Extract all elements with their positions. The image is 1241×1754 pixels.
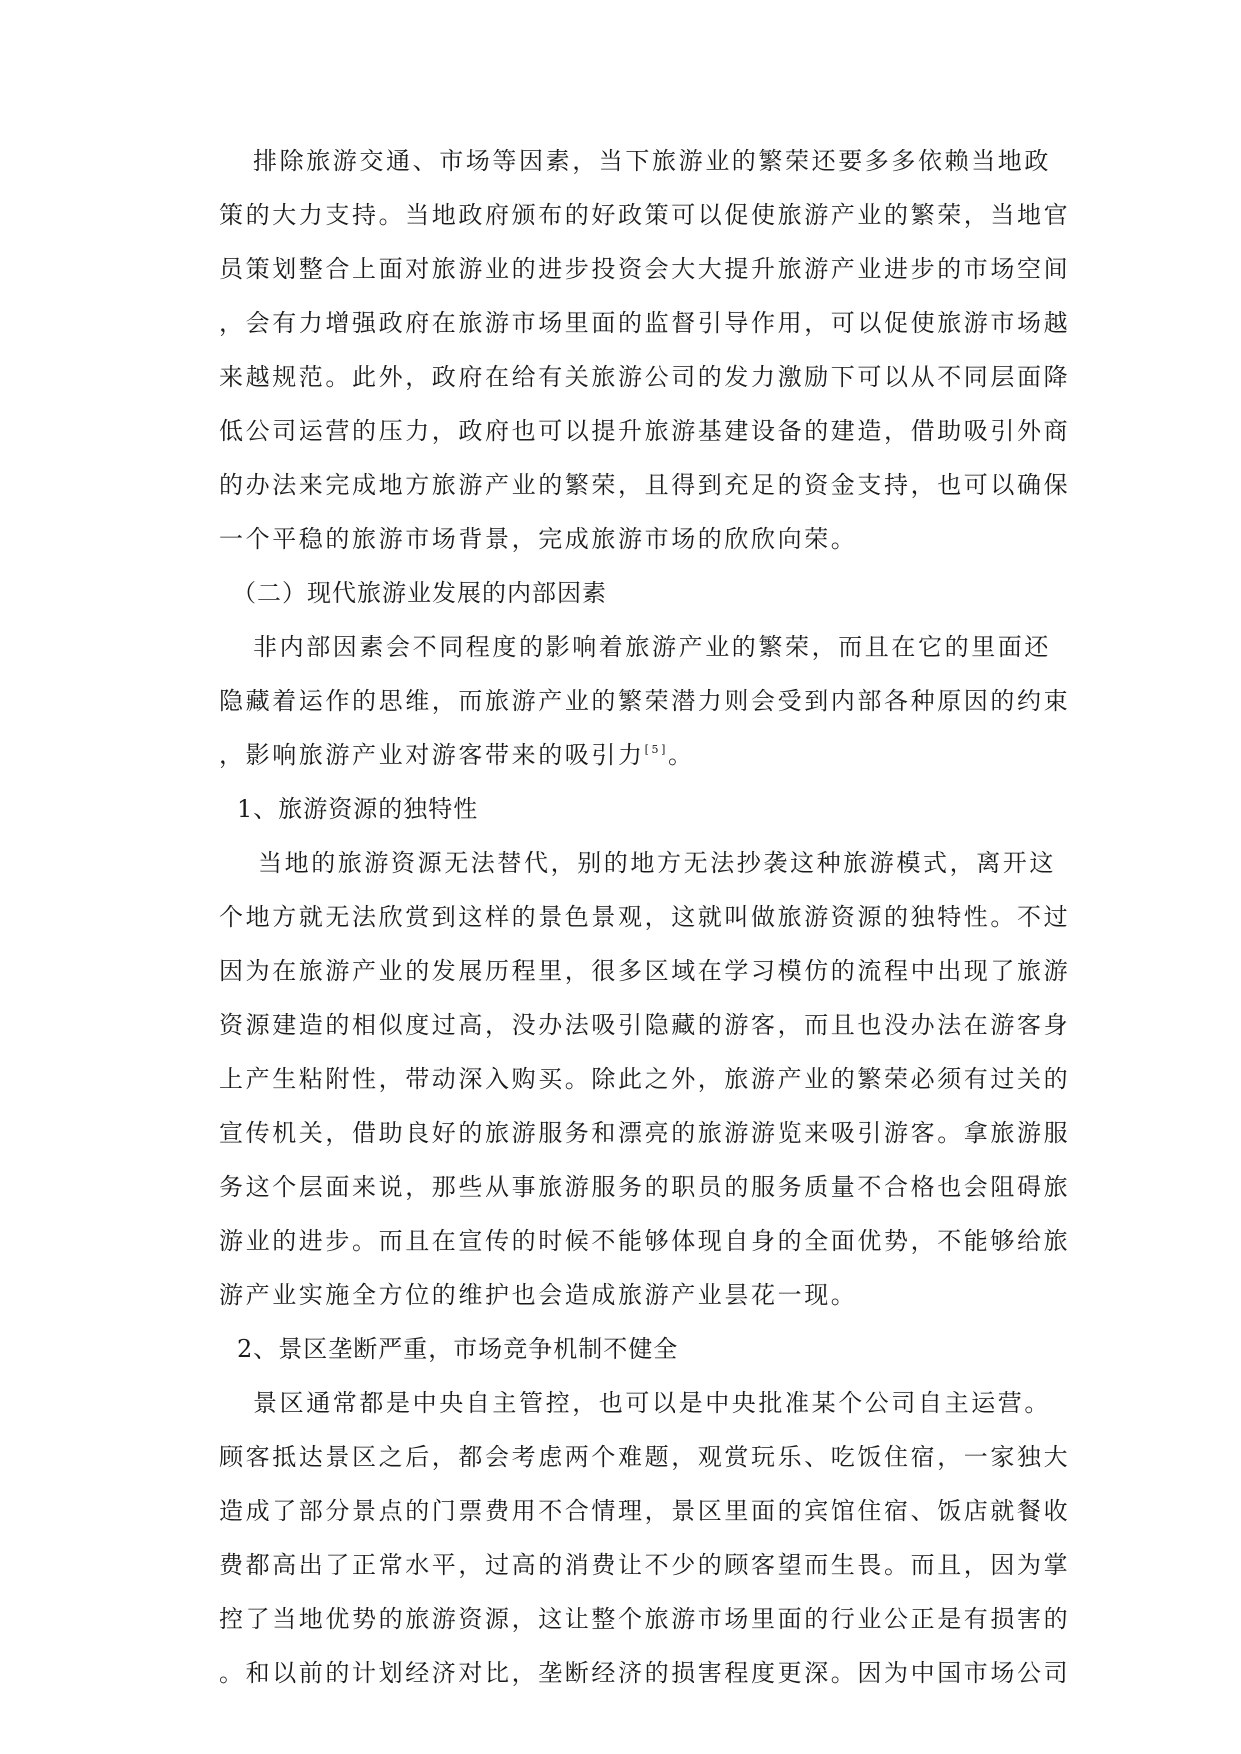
subsection-heading: 1、旅游资源的独特性 <box>237 795 479 823</box>
body-text-line: 费都高出了正常水平，过高的消费让不少的顾客望而生畏。而且，因为掌 <box>219 1551 1071 1579</box>
body-text-line: 当地的旅游资源无法替代，别的地方无法抄袭这种旅游模式，离开这 <box>258 849 1056 877</box>
body-text-line: 的办法来完成地方旅游产业的繁荣，且得到充足的资金支持，也可以确保 <box>219 471 1071 499</box>
body-text-line: 宣传机关，借助良好的旅游服务和漂亮的旅游游览来吸引游客。拿旅游服 <box>219 1119 1071 1147</box>
body-text-line: 来越规范。此外，政府在给有关旅游公司的发力激励下可以从不同层面降 <box>219 363 1071 391</box>
body-text-line: 资源建造的相似度过高，没办法吸引隐藏的游客，而且也没办法在游客身 <box>219 1011 1071 1039</box>
body-text-line: 。和以前的计划经济对比，垄断经济的损害程度更深。因为中国市场公司 <box>219 1659 1071 1687</box>
body-text-line: ，会有力增强政府在旅游市场里面的监督引导作用，可以促使旅游市场越 <box>219 309 1071 337</box>
body-text-line: 游业的进步。而且在宣传的时候不能够体现自身的全面优势，不能够给旅 <box>219 1227 1071 1255</box>
body-text-line: 排除旅游交通、市场等因素，当下旅游业的繁荣还要多多依赖当地政 <box>253 147 1051 175</box>
body-text-line: 因为在旅游产业的发展历程里，很多区域在学习模仿的流程中出现了旅游 <box>219 957 1071 985</box>
body-text-line: 上产生粘附性，带动深入购买。除此之外，旅游产业的繁荣必须有过关的 <box>219 1065 1071 1093</box>
body-text-line: 务这个层面来说，那些从事旅游服务的职员的服务质量不合格也会阻碍旅 <box>219 1173 1071 1201</box>
body-text-line <box>219 740 695 770</box>
body-text-line: 顾客抵达景区之后，都会考虑两个难题，观赏玩乐、吃饭住宿，一家独大 <box>219 1443 1071 1471</box>
body-text-line: 游产业实施全方位的维护也会造成旅游产业昙花一现。 <box>219 1281 858 1309</box>
body-text-line: 非内部因素会不同程度的影响着旅游产业的繁荣，而且在它的里面还 <box>253 633 1051 661</box>
body-text-line: 个地方就无法欣赏到这样的景色景观，这就叫做旅游资源的独特性。不过 <box>219 903 1071 931</box>
body-text-line: 控了当地优势的旅游资源，这让整个旅游市场里面的行业公正是有损害的 <box>219 1605 1071 1633</box>
section-heading: （二）现代旅游业发展的内部因素 <box>232 579 607 607</box>
subsection-heading: 2、景区垄断严重，市场竞争机制不健全 <box>237 1335 679 1363</box>
body-text-line: 隐藏着运作的思维，而旅游产业的繁荣潜力则会受到内部各种原因的约束 <box>219 687 1071 715</box>
body-text-line: 一个平稳的旅游市场背景，完成旅游市场的欣欣向荣。 <box>219 525 858 553</box>
body-text-line: 低公司运营的压力，政府也可以提升旅游基建设备的建造，借助吸引外商 <box>219 417 1071 445</box>
body-text-line: 景区通常都是中央自主管控，也可以是中央批准某个公司自主运营。 <box>253 1389 1051 1417</box>
body-text-line: 员策划整合上面对旅游业的进步投资会大大提升旅游产业进步的市场空间 <box>219 255 1071 283</box>
body-text-line: 策的大力支持。当地政府颁布的好政策可以促使旅游产业的繁荣，当地官 <box>219 201 1071 229</box>
body-text-span: 。 <box>668 741 695 769</box>
body-text-line: 造成了部分景点的门票费用不合情理，景区里面的宾馆住宿、饭店就餐收 <box>219 1497 1071 1525</box>
citation-superscript: [5] <box>644 743 668 756</box>
body-text-span: ，影响旅游产业对游客带来的吸引力 <box>219 741 645 769</box>
